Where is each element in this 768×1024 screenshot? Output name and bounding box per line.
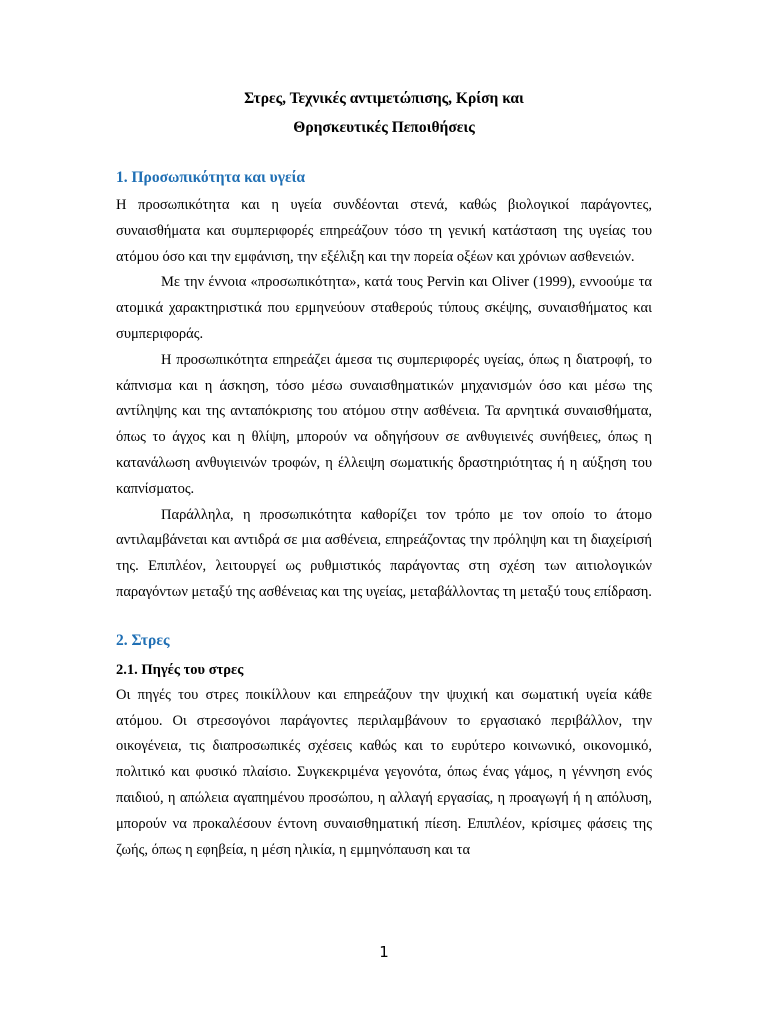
section-1-heading: 1. Προσωπικότητα και υγεία [116, 169, 306, 186]
subsection-2-1-paragraph: Οι πηγές του στρες ποικίλλουν και επηρεάζουν την ψυχική και σωματική υγεία κάθε ατόμου. Οι στρεσογόνοι παράγοντες περιλαμβάνουν το εργασιακό περιβάλλον, την οικογένεια, τις διαπροσωπικές σχέσεις καθώς και το ευρύτερο κοινωνικό, οικονομικό, πολιτικό και φυσικό πλαίσιο. Συγκεκριμένα γεγονότα, όπως ένας γάμος, η γέννηση ενός παιδιού, η απώλεια αγαπημένου προσώπου, η αλλαγή εργασίας, η προαγωγή ή η απόλυση, μπορούν να προκαλέσουν έντονη συναισθηματική πίεση. Επιπλέον, κρίσιμες φάσεις της ζωής, όπως η εφηβεία, η μέση ηλικία, η εμμηνόπαυση και τα [116, 686, 652, 858]
subsection-2-1-heading: 2.1. Πηγές του στρες [116, 661, 244, 678]
section-1-paragraph-3: Η προσωπικότητα επηρεάζει άμεσα τις συμπεριφορές υγείας, όπως η διατροφή, το κάπνισμα και η άσκηση, τόσο μέσω συναισθηματικών μηχανισμών όσο και μέσω της αντίληψης και της ανταπόκρισης του ατόμου στην ασθένεια. Τα αρνητικά συναισθήματα, όπως το άγχος και η θλίψη, μπορούν να οδηγήσουν σε ανθυγιεινές συνήθειες, όπως η κατανάλωση ανθυγιεινών τροφών, η έλλειψη σωματικής δραστηριότητας ή η αύξηση του καπνίσματος. [116, 351, 652, 497]
section-1-paragraph-1: Η προσωπικότητα και η υγεία συνδέονται στενά, καθώς βιολογικοί παράγοντες, συναισθήματα και συμπεριφορές επηρεάζουν τόσο τη γενική κατάσταση της υγείας του ατόμου όσο και την εμφάνιση, την εξέλιξη και την πορεία οξέων και χρόνιων ασθενειών. [116, 197, 652, 265]
section-1-paragraph-4: Παράλληλα, η προσωπικότητα καθορίζει τον τρόπο με τον οποίο το άτομο αντιλαμβάνεται και αντιδρά σε μια ασθένεια, επηρεάζοντας την πρόληψη και τη διαχείρισή της. Επιπλέον, λειτουργεί ως ρυθμιστικός παράγοντας στη σχέση των αιτιολογικών παραγόντων μεταξύ της ασθένειας και της υγείας, μεταβάλλοντας τη μεταξύ τους επίδραση. [116, 506, 652, 600]
section-2-heading: 2. Στρες [116, 631, 170, 649]
document-title-line-2: Θρησκευτικές Πεποιθήσεις [293, 119, 475, 136]
page-number: 1 [379, 943, 389, 961]
document-page [116, 86, 652, 863]
document-title-line-1: Στρες, Τεχνικές αντιμετώπισης, Κρίση και [244, 90, 524, 107]
section-1-paragraph-2: Με την έννοια «προσωπικότητα», κατά τους Pervin και Oliver (1999), εννοούμε τα ατομικά χαρακτηριστικά που ερμηνεύουν σταθερούς τύπους σκέψης, συναισθήματος και συμπεριφοράς. [116, 274, 652, 342]
